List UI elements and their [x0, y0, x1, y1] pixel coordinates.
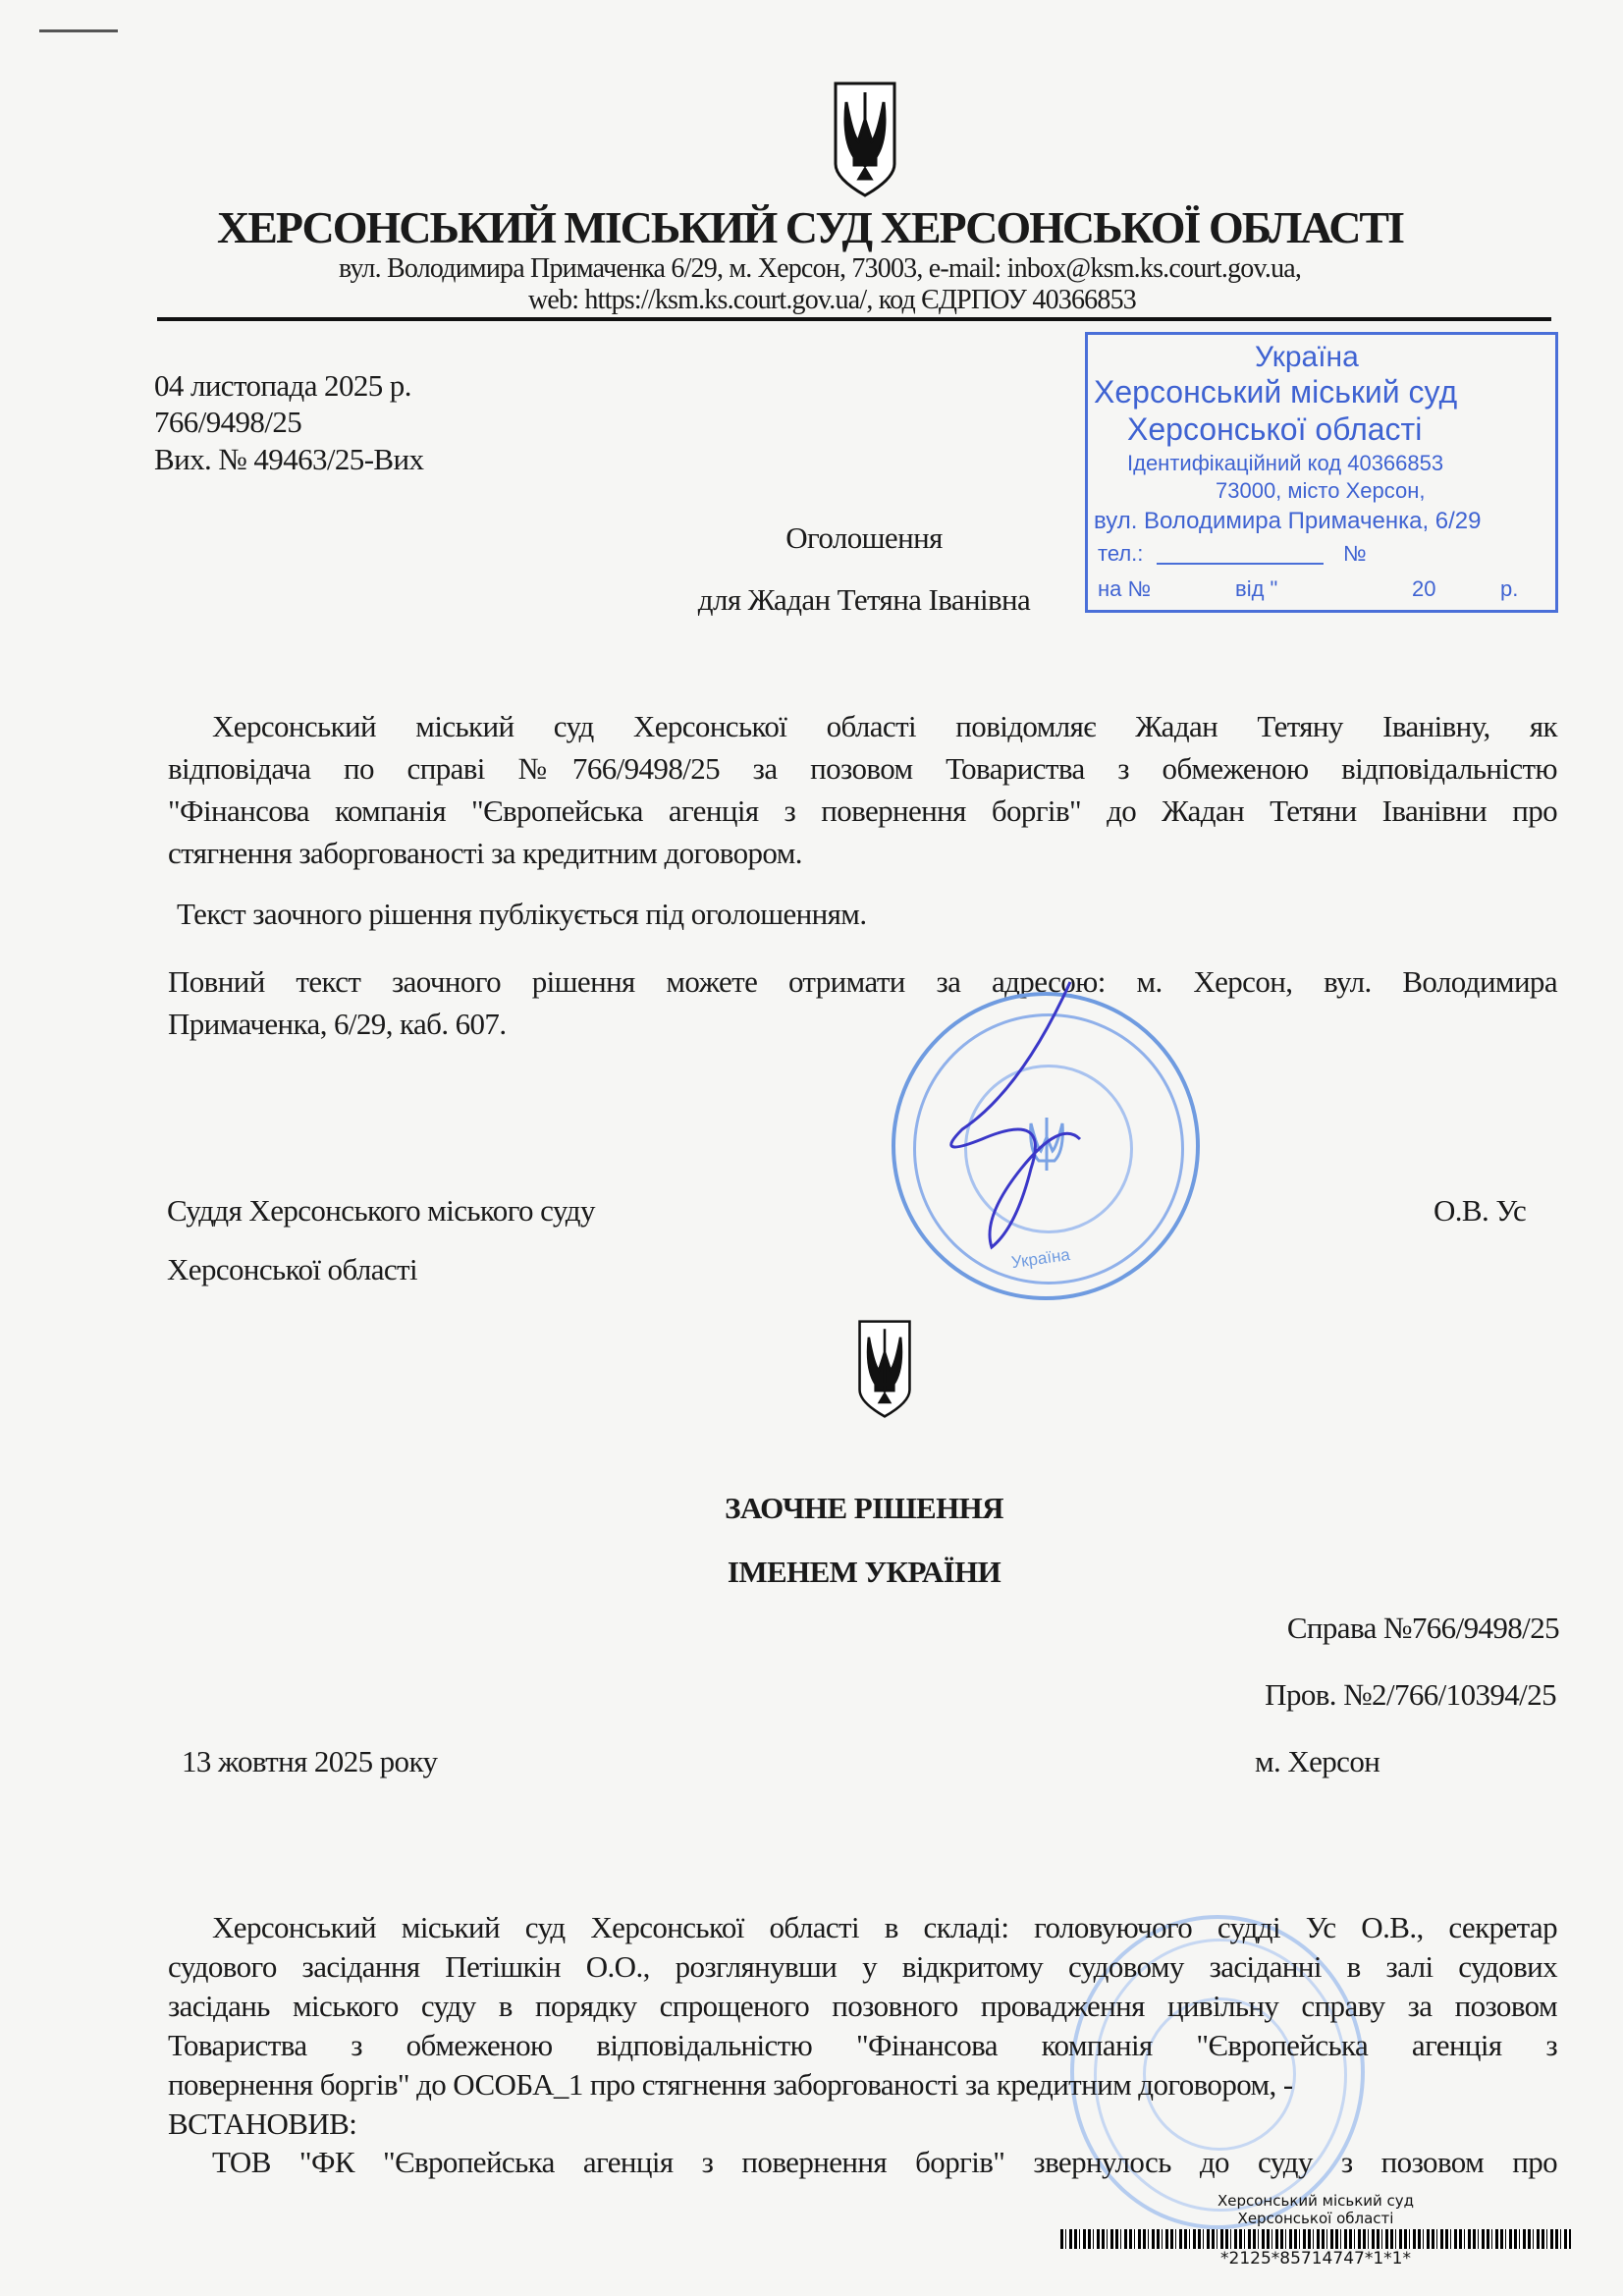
seal-country: Україна [1009, 1244, 1071, 1273]
text-line: повернення боргів" до ОСОБА_1 про стягнення заборгованості за кредитним договором, - [168, 2067, 1293, 2102]
stamp-country: Україна [1255, 341, 1359, 373]
barcode-bars [1060, 2229, 1571, 2249]
scan-mark [39, 29, 118, 32]
notice-paragraph-3 [168, 960, 1557, 1045]
barcode-block [1060, 2192, 1571, 2269]
decision-city: м. Херсон [1255, 1744, 1380, 1778]
text-line: ТОВ "ФК "Європейська агенція з повернення боргів" звернулось до суду з позовом про [212, 2145, 1557, 2179]
decision-paragraph-1 [168, 1908, 1557, 2144]
text-line: "Фінансова компанія "Європейська агенція з повернення боргів" до Жадан Тетяни Іванівни про [168, 793, 1557, 828]
decision-date: 13 жовтня 2025 року [182, 1744, 438, 1778]
outgoing-number: Вих. № 49463/25-Вих [154, 442, 424, 476]
stamp-year-suffix: р. [1500, 576, 1519, 601]
text-line: відповідача по справі №766/9498/25 за позовом Товариства з обмеженою відповідальністю [168, 751, 1557, 786]
stamp-year-label: 20 [1412, 576, 1436, 601]
text-line: Товариства з обмеженою відповідальністю "Фінансова компанія "Європейська агенція з [168, 2028, 1557, 2062]
stamp-ref-label: на № [1098, 576, 1152, 601]
text-line: Херсонський міський суд Херсонської області в складі: головуючого судді Ус О.В., секретар [212, 1910, 1557, 1944]
barcode-label-line1: Херсонський міський суд [1217, 2192, 1415, 2210]
case-number: 766/9498/25 [154, 405, 302, 439]
trident-emblem-icon [857, 1316, 912, 1422]
barcode-number: *2125*85714747*1*1* [1220, 2249, 1411, 2269]
stamp-from-label: від " [1235, 576, 1278, 601]
text-line: засідань міського суду в порядку спрощеного позовного провадження цивільну справу за позовом [168, 1989, 1557, 2023]
court-title: ХЕРСОНСЬКИЙ МІСЬКИЙ СУД ХЕРСОНСЬКОЇ ОБЛАСТІ [216, 202, 1404, 252]
stamp-city: 73000, місто Херсон, [1216, 478, 1426, 503]
text-line: Повний текст заочного рішення можете отримати за адресою: м. Херсон, вул. Володимира [168, 964, 1557, 999]
stamp-id-code: Ідентифікаційний код 40366853 [1127, 451, 1444, 475]
stamp-tel-label: тел.: [1098, 541, 1144, 566]
notice-addressee: для Жадан Тетяна Іванівна [697, 582, 1031, 617]
established-heading: ВСТАНОВИВ: [168, 2106, 357, 2141]
court-address: вул. Володимира Примаченка 6/29, м. Херсон, 73003, e-mail: inbox@ksm.ks.court.gov.ua, [339, 253, 1302, 284]
decision-title: ЗАОЧНЕ РІШЕННЯ [725, 1491, 1003, 1525]
court-web: web: https://ksm.ks.court.gov.ua/, код ЄДРПОУ 40366853 [528, 285, 1136, 315]
decision-paragraph-2 [168, 2145, 1557, 2180]
stamp-street: вул. Володимира Примаченка, 6/29 [1094, 508, 1482, 534]
barcode-label-line2: Херсонської області [1237, 2210, 1394, 2227]
judge-signature [923, 972, 1119, 1267]
registration-stamp [1085, 332, 1558, 613]
notice-title: Оголошення [785, 520, 943, 555]
letter-date: 04 листопада 2025 р. [154, 368, 411, 403]
notice-paragraph-1 [168, 705, 1557, 874]
judge-position-line2: Херсонської області [167, 1252, 417, 1286]
stamp-court-line2: Херсонської області [1127, 411, 1423, 447]
decision-case-number: Справа №766/9498/25 [1286, 1611, 1559, 1645]
notice-paragraph-2: Текст заочного рішення публікується під оголошенням. [177, 897, 867, 931]
trident-emblem-icon [833, 81, 897, 198]
text-line: стягнення заборгованості за кредитним договором. [168, 836, 802, 870]
stamp-court-line1: Херсонський міський суд [1094, 374, 1458, 410]
stamp-tel-line [1157, 563, 1324, 565]
text-line: Примаченка, 6/29, каб. 607. [168, 1007, 507, 1041]
decision-subtitle: ІМЕНЕМ УКРАЇНИ [727, 1555, 1001, 1589]
judge-name: О.В. Ус [1434, 1193, 1527, 1228]
judge-position-line1: Суддя Херсонського міського суду [167, 1193, 595, 1228]
letterhead-divider [157, 317, 1551, 321]
text-line: Херсонський міський суд Херсонської області повідомляє Жадан Тетяну Іванівну, як [212, 709, 1557, 743]
decision-proceeding-number: Пров. №2/766/10394/25 [1265, 1677, 1556, 1712]
text-line: судового засідання Петішкін О.О., розглянувши у відкритому судовому засіданні в залі судових [168, 1949, 1557, 1984]
stamp-no-label: № [1343, 541, 1367, 566]
